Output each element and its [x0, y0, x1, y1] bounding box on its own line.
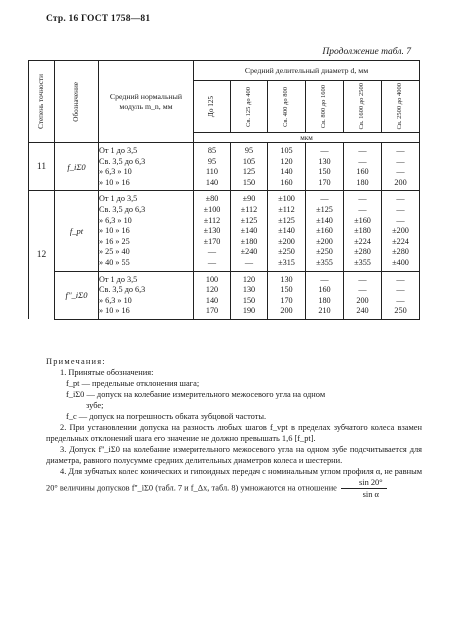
designation-cell: f''_iΣ0 — [55, 271, 99, 319]
tolerance-value: 200 — [280, 306, 293, 316]
module-range: Св. 3,5 до 6,3 — [99, 204, 146, 214]
notes-title: Примечания: — [46, 357, 106, 366]
tolerance-value: ±224 — [354, 236, 371, 246]
tolerance-value: 150 — [242, 295, 256, 305]
tolerance-value: — — [358, 156, 367, 166]
tolerance-value: 110 — [206, 167, 218, 177]
module-range: Св. 3,5 до 6,3 — [99, 156, 146, 166]
tolerance-column-cell — [194, 271, 231, 319]
tolerance-value: 160 — [280, 177, 293, 187]
tolerance-column-cell — [344, 191, 382, 271]
diameter-col-3: Св. 800 до 1600 — [306, 81, 344, 133]
tolerance-value: ±280 — [354, 247, 371, 257]
continuation-label: Продолжение табл. 7 — [322, 47, 411, 57]
table-row — [29, 271, 420, 319]
module-range: Св. 3,5 до 6,3 — [99, 285, 146, 295]
module-range: » 40 » 55 — [99, 257, 130, 267]
module-range: » 6,3 » 10 — [99, 215, 132, 225]
designation-column-header: Обозначение — [55, 61, 99, 143]
tolerance-table — [28, 60, 420, 320]
tolerance-column-cell — [306, 143, 344, 191]
tolerance-value: 150 — [280, 285, 293, 295]
tolerance-value: ±200 — [316, 236, 333, 246]
tolerance-value: ±170 — [203, 236, 221, 246]
tolerance-value: ±355 — [316, 257, 333, 267]
sine-ratio-denominator: sin α — [362, 490, 379, 499]
tolerance-value: ±140 — [316, 215, 333, 225]
tolerance-value: — — [396, 194, 405, 204]
tolerance-value: — — [320, 194, 329, 204]
tolerance-column-cell — [231, 271, 268, 319]
tolerance-value: 180 — [356, 177, 369, 187]
notes — [46, 356, 422, 500]
tolerance-column-cell — [194, 191, 231, 271]
tolerance-column-cell — [382, 191, 420, 271]
tolerance-column-cell — [268, 191, 306, 271]
tolerance-value: 240 — [356, 306, 369, 316]
tolerance-value: ±250 — [316, 247, 333, 257]
tolerance-value: ±140 — [278, 226, 295, 236]
diameter-col-5: Св. 2500 до 4000 — [382, 81, 420, 133]
tolerance-value: 130 — [318, 156, 331, 166]
module-range: » 6,3 » 10 — [99, 295, 132, 305]
tolerance-value: — — [396, 204, 405, 214]
tolerance-value: ±160 — [316, 226, 333, 236]
tolerance-value: — — [358, 274, 367, 284]
diameter-col-0: До 125 — [194, 81, 231, 133]
note-1-b1: f_iΣ0 — допуск на колебание измерительного межосевого угла на одном — [66, 390, 326, 399]
tolerance-value: 140 — [205, 295, 219, 305]
module-range-cell — [99, 271, 194, 319]
tolerance-value: ±112 — [240, 204, 258, 214]
module-range: » 16 » 25 — [99, 236, 130, 246]
tolerance-value: 160 — [356, 167, 369, 177]
tolerance-value: — — [358, 146, 367, 155]
sine-ratio — [341, 477, 387, 500]
tolerance-value: 95 — [207, 156, 217, 166]
module-range: От 1 до 3,5 — [99, 194, 138, 204]
accuracy-cell: 12 — [29, 191, 55, 320]
unit-label: мкм — [194, 133, 420, 143]
tolerance-value: ±112 — [203, 215, 221, 225]
tolerance-column-cell — [268, 143, 306, 191]
diameter-col-1: Св. 125 до 400 — [231, 81, 268, 133]
note-1-c: f_c — допуск на погрешность обката зубцовой частоты. — [66, 412, 267, 421]
tolerance-value: 120 — [280, 156, 293, 166]
tolerance-value: ±200 — [278, 236, 295, 246]
tolerance-column-cell — [382, 143, 420, 191]
sine-ratio-numerator: sin 20° — [341, 477, 387, 489]
tolerance-column-cell — [306, 191, 344, 271]
tolerance-value: 140 — [205, 177, 219, 187]
tolerance-value: — — [396, 167, 405, 177]
tolerance-column-cell — [194, 143, 231, 191]
note-4-text: 4. Для зубчатых колес конических и гипоидных передач с номинальным углом профиля α, не равным 20° величины допусков f''_iΣ0 (табл. 7 и f_Δx, табл. 8) умножаются на отношение — [46, 467, 422, 493]
tolerance-value: — — [207, 247, 217, 257]
table-row — [29, 191, 420, 271]
tolerance-value: ±240 — [240, 247, 258, 257]
module-range: » 10 » 16 — [99, 226, 130, 236]
tolerance-value: 100 — [205, 274, 219, 284]
tolerance-column-cell — [231, 143, 268, 191]
tolerance-value: — — [396, 215, 405, 225]
note-1-b2: зубе; — [86, 401, 104, 410]
tolerance-value: ±180 — [240, 236, 258, 246]
table-row — [29, 143, 420, 191]
tolerance-value: ±180 — [354, 226, 371, 236]
module-range: » 10 » 16 — [99, 177, 130, 187]
tolerance-value: — — [396, 156, 405, 166]
note-1-a: f_pt — предельные отклонения шага; — [66, 379, 200, 388]
tolerance-value: — — [358, 204, 367, 214]
note-4 — [46, 466, 422, 500]
tolerance-value: — — [320, 146, 329, 155]
tolerance-value: ±80 — [205, 194, 219, 204]
note-1-title: 1. Принятые обозначения: — [60, 368, 154, 377]
tolerance-value: ±90 — [242, 194, 256, 204]
designation-cell: f_iΣ0 — [55, 143, 99, 191]
tolerance-value: ±280 — [392, 247, 409, 257]
tolerance-value: ±160 — [354, 215, 371, 225]
tolerance-value: ±125 — [278, 215, 295, 225]
tolerance-value: — — [396, 295, 405, 305]
tolerance-value: ±250 — [278, 247, 295, 257]
tolerance-column-cell — [382, 271, 420, 319]
diameter-col-2: Св. 400 до 800 — [268, 81, 306, 133]
tolerance-value: 85 — [207, 146, 217, 155]
tolerance-value: 105 — [242, 156, 256, 166]
tolerance-value: 120 — [242, 274, 256, 284]
tolerance-value: 105 — [280, 146, 293, 155]
tolerance-value: 95 — [244, 146, 254, 155]
tolerance-value: 130 — [242, 285, 256, 295]
tolerance-value: 170 — [318, 177, 331, 187]
tolerance-value: — — [358, 194, 367, 204]
module-range: От 1 до 3,5 — [99, 146, 138, 155]
tolerance-value: — — [207, 257, 217, 267]
tolerance-value: 190 — [242, 306, 256, 316]
tolerance-value: 130 — [280, 274, 293, 284]
note-2: 2. При установлении допуска на разность любых шагов f_vpt в пределах зубчатого колеса взамен предельных отклонений шага его значение не должно превышать 1,6 [f_pt]. — [46, 423, 422, 443]
accuracy-column-header: Степень точности — [29, 61, 55, 143]
tolerance-value: ±130 — [203, 226, 221, 236]
designation-cell: f_pt — [55, 191, 99, 271]
module-range: » 25 » 40 — [99, 247, 130, 257]
tolerance-value: 150 — [318, 167, 331, 177]
tolerance-value: 180 — [318, 295, 331, 305]
tolerance-value: 200 — [356, 295, 369, 305]
module-column-header: Средний нормальный модуль m_n, мм — [99, 61, 194, 143]
tolerance-value: — — [396, 274, 405, 284]
tolerance-value: 150 — [242, 177, 256, 187]
module-range: » 10 » 16 — [99, 306, 130, 316]
tolerance-value: ±224 — [392, 236, 409, 246]
tolerance-value: 250 — [394, 306, 407, 316]
diameter-col-4: Св. 1600 до 2500 — [344, 81, 382, 133]
tolerance-value: ±315 — [278, 257, 295, 267]
note-3: 3. Допуск f''_iΣ0 на колебание измерительного межосевого угла на одном зубе подсчитывается для диаметра, равного полусумме средних делительных диаметров колеса и шестерни. — [46, 445, 422, 465]
tolerance-value: ±125 — [316, 204, 333, 214]
tolerance-value: ±140 — [240, 226, 258, 236]
tolerance-value: 125 — [242, 167, 256, 177]
tolerance-value: ±112 — [278, 204, 295, 214]
module-range-cell — [99, 191, 194, 271]
tolerance-value: ±100 — [278, 194, 295, 204]
tolerance-value: ±125 — [240, 215, 258, 225]
tolerance-value: — — [358, 285, 367, 295]
tolerance-value: 140 — [280, 167, 293, 177]
module-range-cell — [99, 143, 194, 191]
tolerance-value: — — [320, 274, 329, 284]
tolerance-value: 170 — [205, 306, 219, 316]
accuracy-cell: 11 — [29, 143, 55, 191]
tolerance-column-cell — [268, 271, 306, 319]
tolerance-value: ±400 — [392, 257, 409, 267]
tolerance-value: 170 — [280, 295, 293, 305]
tolerance-value: — — [244, 257, 254, 267]
tolerance-value: ±200 — [392, 226, 409, 236]
tolerance-value: 200 — [394, 177, 407, 187]
running-head: Стр. 16 ГОСТ 1758—81 — [46, 14, 151, 24]
tolerance-value: 210 — [318, 306, 331, 316]
diameter-header: Средний делительный диаметр d, мм — [194, 61, 420, 81]
module-range: От 1 до 3,5 — [99, 274, 138, 284]
tolerance-column-cell — [344, 143, 382, 191]
tolerance-value: — — [396, 146, 405, 155]
tolerance-value: ±100 — [203, 204, 221, 214]
module-range: » 6,3 » 10 — [99, 167, 132, 177]
tolerance-value: ±355 — [354, 257, 371, 267]
tolerance-value: 120 — [205, 285, 219, 295]
tolerance-value: — — [396, 285, 405, 295]
tolerance-column-cell — [344, 271, 382, 319]
tolerance-column-cell — [306, 271, 344, 319]
tolerance-column-cell — [231, 191, 268, 271]
tolerance-value: 160 — [318, 285, 331, 295]
